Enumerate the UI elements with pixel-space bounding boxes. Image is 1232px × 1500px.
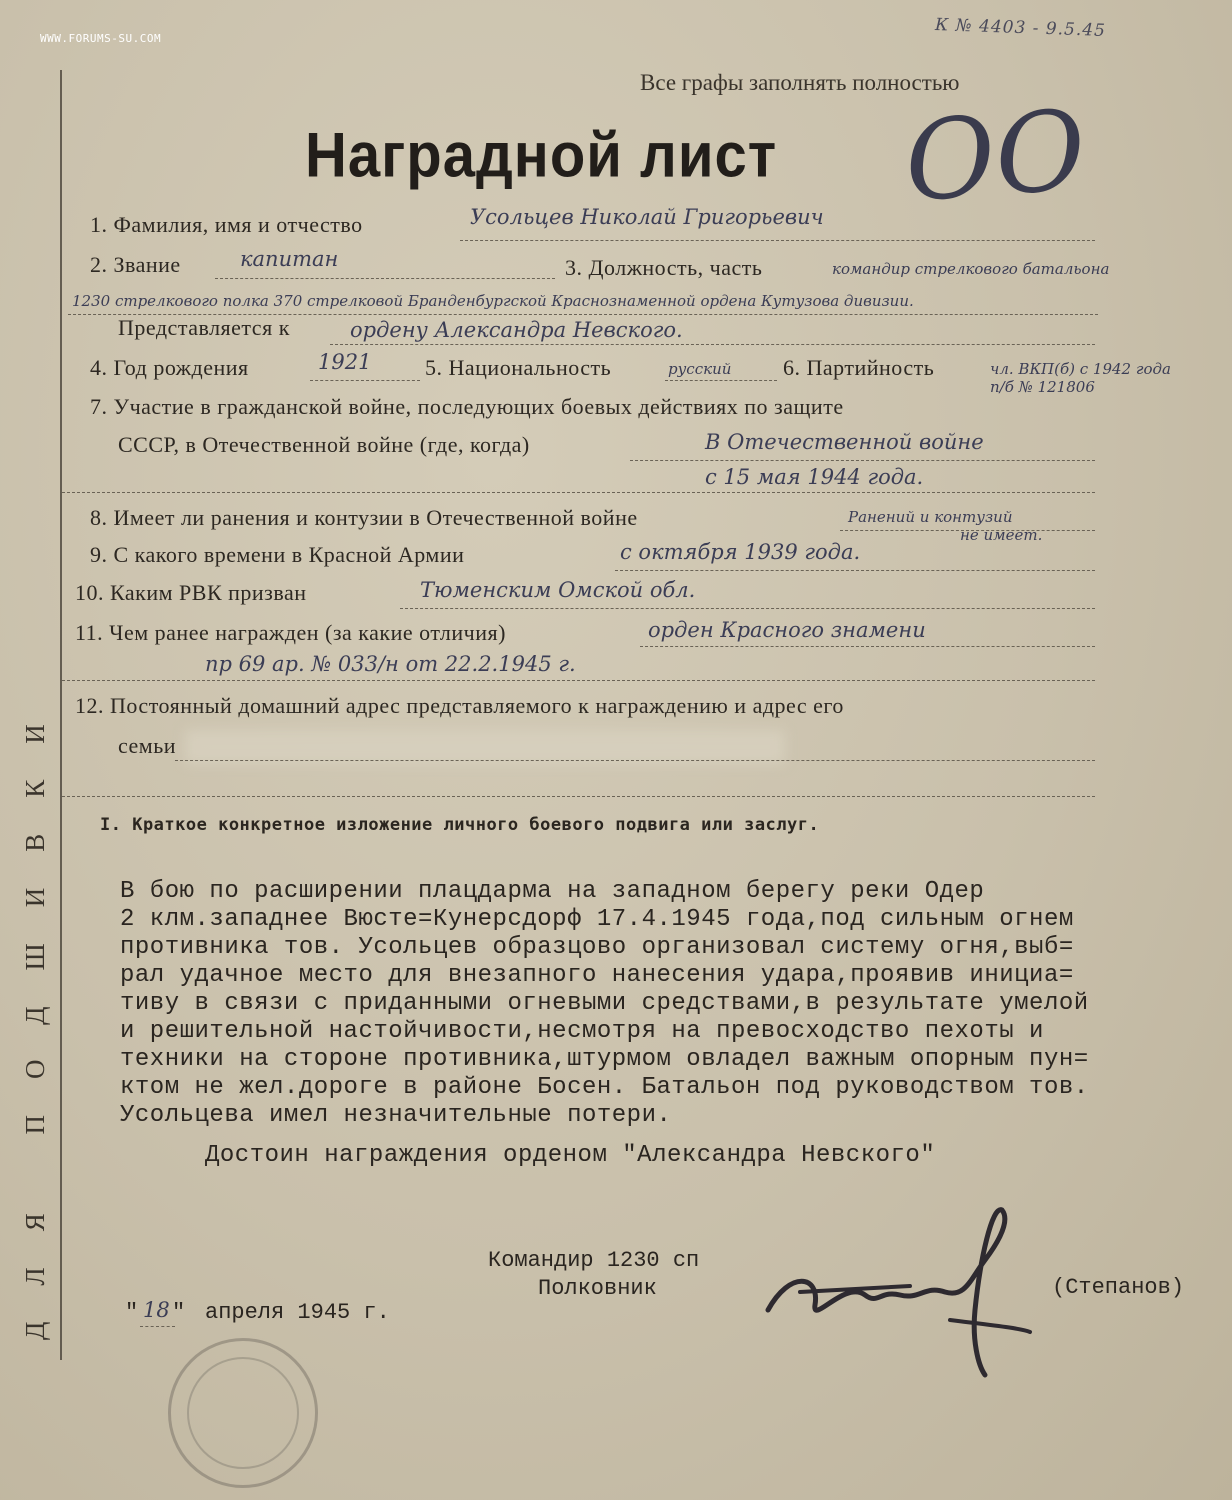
- field-11-value: орден Красного знамени: [648, 618, 926, 642]
- margin-line: [60, 70, 62, 1360]
- field-2-label: 2. Звание: [90, 252, 181, 277]
- date-close-quote: ": [172, 1300, 186, 1325]
- presented-label: Представляется к: [118, 315, 290, 340]
- field-6-value-line2: п/б № 121806: [990, 378, 1095, 396]
- divider: [330, 344, 1095, 345]
- field-7-label-cont: СССР, в Отечественной войне (где, когда): [118, 432, 530, 457]
- field-1-value: Усольцев Николай Григорьевич: [470, 205, 824, 229]
- field-3-value: командир стрелкового батальона: [832, 260, 1110, 278]
- field-8-value: Ранений и контузий: [848, 508, 1013, 526]
- section-heading: I. Краткое конкретное изложение личного боевого подвига или заслуг.: [100, 815, 820, 835]
- faded-stamp: [168, 1338, 318, 1488]
- field-3-label: 3. Должность, часть: [565, 255, 763, 280]
- divider: [62, 680, 1095, 681]
- field-12-label-cont: семьи: [118, 733, 177, 758]
- commander-title: Командир 1230 сп: [488, 1248, 700, 1273]
- archive-code: К № 4403 - 9.5.45: [934, 15, 1107, 41]
- divider: [140, 1326, 175, 1327]
- conclusion: Достоин награждения орденом "Александра Невского": [205, 1142, 936, 1169]
- field-3-value-cont: 1230 стрелкового полка 370 стрелковой Бранденбургской Краснознаменной ордена Кутузова дивизии.: [72, 292, 914, 310]
- divider: [665, 380, 777, 381]
- date-open-quote: ": [125, 1300, 139, 1325]
- divider: [840, 530, 1095, 531]
- divider: [175, 760, 1095, 761]
- field-4-value: 1921: [318, 350, 372, 374]
- side-margin-text: ДЛЯ ПОДШИВКИ: [20, 688, 50, 1340]
- field-2-value: капитан: [240, 247, 339, 271]
- field-11-label: 11. Чем ранее награжден (за какие отличия): [75, 620, 506, 645]
- body-line: техники на стороне противника,штурмом овладел важным опорным пун=: [120, 1046, 1089, 1073]
- field-9-value: с октября 1939 года.: [620, 540, 861, 564]
- divider: [615, 570, 1095, 571]
- body-line: В бою по расширении плацдарма на западном берегу реки Одер: [120, 878, 985, 905]
- field-6-label: 6. Партийность: [783, 355, 935, 380]
- field-12-label: 12. Постоянный домашний адрес представляемого к награждению и адрес его: [75, 693, 844, 718]
- body-line: 2 клм.западнее Вюсте=Кунерсдорф 17.4.1945 года,под сильным огнем: [120, 906, 1074, 933]
- divider: [640, 646, 1095, 647]
- divider: [460, 240, 1095, 241]
- date-day: 18: [143, 1298, 170, 1322]
- field-10-value: Тюменским Омской обл.: [420, 578, 696, 602]
- divider: [310, 380, 420, 381]
- field-11-value-cont: пр 69 ар. № 033/н от 22.2.1945 г.: [205, 652, 576, 676]
- fill-instruction: Все графы заполнять полностью: [640, 70, 960, 95]
- body-line: противника тов. Усольцев образцово организовал систему огня,выб=: [120, 934, 1074, 961]
- body-line: и решительной настойчивости,несмотря на превосходство пехоты и: [120, 1018, 1044, 1045]
- field-5-label: 5. Национальность: [425, 355, 612, 380]
- redacted-area: [185, 730, 785, 764]
- divider: [62, 492, 1095, 493]
- date-rest: апреля 1945 г.: [205, 1300, 390, 1325]
- divider: [630, 460, 1095, 461]
- body-line: рал удачное место для внезапного нанесения удара,проявив инициа=: [120, 962, 1074, 989]
- field-8-label: 8. Имеет ли ранения и контузии в Отечественной войне: [90, 505, 638, 530]
- commander-rank: Полковник: [538, 1276, 657, 1301]
- field-7-value: В Отечественной войне: [705, 430, 984, 454]
- divider: [400, 608, 1095, 609]
- document-title: Наградной лист: [305, 120, 778, 191]
- body-line: Усольцева имел незначительные потери.: [120, 1102, 672, 1129]
- field-4-label: 4. Год рождения: [90, 355, 249, 380]
- divider: [62, 796, 1095, 797]
- field-10-label: 10. Каким РВК призван: [75, 580, 307, 605]
- field-5-value: русский: [668, 360, 732, 378]
- body-line: тиву в связи с приданными огневыми средствами,в результате умелой: [120, 990, 1089, 1017]
- field-1-label: 1. Фамилия, имя и отчество: [90, 212, 363, 237]
- body-line: ктом не жел.дороге в районе Босен. Батальон под руководством тов.: [120, 1074, 1089, 1101]
- presented-value: ордену Александра Невского.: [350, 318, 683, 342]
- hand-mark: ОО: [900, 85, 1090, 227]
- field-7-value-cont: с 15 мая 1944 года.: [705, 465, 924, 489]
- commander-name: (Степанов): [1052, 1275, 1185, 1300]
- watermark: WWW.FORUMS-SU.COM: [40, 32, 162, 45]
- field-6-value: чл. ВКП(б) с 1942 года: [990, 360, 1171, 378]
- field-9-label: 9. С какого времени в Красной Армии: [90, 542, 465, 567]
- divider: [215, 278, 555, 279]
- field-8-value-cont: не имеет.: [960, 526, 1043, 544]
- handwritten-signature: [760, 1200, 1050, 1380]
- field-7-label: 7. Участие в гражданской войне, последующих боевых действиях по защите: [90, 394, 844, 419]
